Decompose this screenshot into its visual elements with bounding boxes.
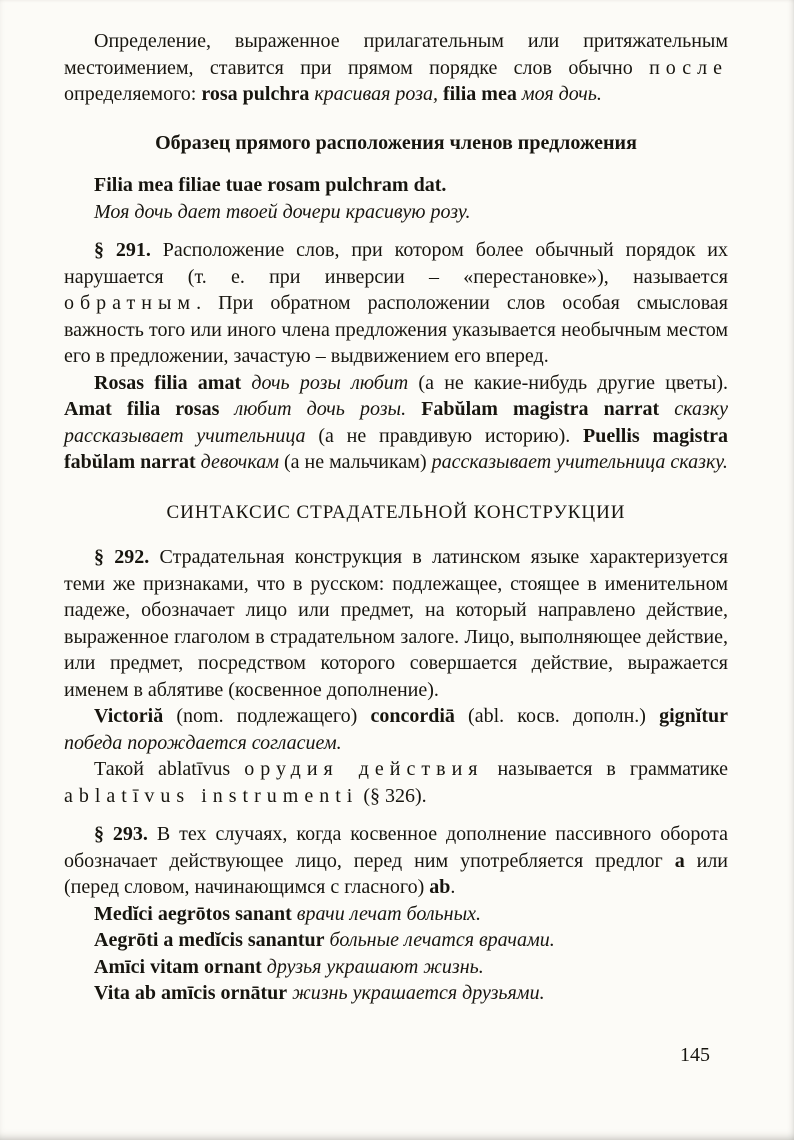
text-segment xyxy=(219,398,234,420)
text-segment xyxy=(406,398,421,420)
text-segment: Victoriă xyxy=(94,705,164,727)
text-segment: рассказывает учительница сказку. xyxy=(431,451,728,473)
paragraph xyxy=(64,703,728,756)
text-segment xyxy=(241,372,251,394)
text-segment: называется в грамматике xyxy=(483,758,728,780)
paragraph xyxy=(64,370,728,476)
text-segment: моя дочь. xyxy=(521,83,602,105)
section-heading: СИНТАКСИС СТРАДАТЕЛЬНОЙ КОНСТРУКЦИИ xyxy=(166,501,626,523)
paragraph xyxy=(64,756,728,809)
text-segment: обратным xyxy=(64,292,197,314)
text-segment: дочь розы любит xyxy=(251,371,409,394)
example-line xyxy=(64,954,728,981)
text-segment: друзья украшают жизнь. xyxy=(266,955,484,978)
text-segment: Fabŭlam magistra narrat xyxy=(421,398,660,420)
example-line xyxy=(64,172,728,199)
text-segment: (§ 326). xyxy=(358,784,427,807)
text-segment: § 291. xyxy=(94,239,151,261)
text-segment: a xyxy=(674,849,685,872)
paragraph xyxy=(64,544,728,703)
text-segment: Такой ablatīvus xyxy=(94,758,245,780)
text-segment: после xyxy=(649,56,728,79)
text-segment: filia mea xyxy=(442,83,517,105)
text-segment: gignĭtur xyxy=(659,705,728,727)
text-segment: Amat filia rosas xyxy=(64,398,220,420)
page-number: 145 xyxy=(680,1044,710,1066)
text-segment: ablatīvus instrumenti xyxy=(64,784,359,807)
paragraph xyxy=(64,821,728,901)
text-segment: В тех случаях, когда косвенное дополнение пассивного оборота обозначает действующее лицо, перед ним употребляется предлог xyxy=(64,823,728,872)
text-segment: rosa pulchra xyxy=(201,83,310,105)
text-segment: (а не мальчикам) xyxy=(278,451,432,473)
text-segment: Расположение слов, при котором более обычный порядок их нарушается (т. е. при инверсии – «перестановке»), называется xyxy=(64,239,729,288)
text-segment: Amīci vitam ornant xyxy=(94,955,262,978)
text-segment: или (перед словом, начинающимся с гласного) xyxy=(64,849,728,898)
example-line xyxy=(64,980,728,1007)
page-content xyxy=(64,28,728,1007)
text-segment: врачи лечат больных. xyxy=(296,902,482,925)
text-segment: (abl. косв. дополн.) xyxy=(454,705,660,727)
text-segment: ab xyxy=(429,876,451,898)
text-segment: Моя дочь дает твоей дочери красивую розу. xyxy=(94,200,471,223)
text-segment: (а не какие-нибудь другие цветы). xyxy=(408,371,728,394)
text-segment: . xyxy=(450,876,456,898)
text-segment: Rosas filia amat xyxy=(94,371,242,394)
paragraph xyxy=(64,28,728,108)
example-line xyxy=(64,901,728,928)
text-segment: . При обратном расположении слов особая смысловая важность того или иного члена предложения указывается необычным местом его в предложении, зачастую – выдвижением его вперед. xyxy=(64,292,728,367)
text-segment: Puellis magistra fabŭlam narrat xyxy=(64,424,728,473)
text-segment: определяемого: xyxy=(64,83,202,105)
text-segment: девочкам xyxy=(200,451,279,473)
text-segment: Filia mea filiae tuae rosam pulchram dat. xyxy=(94,174,447,196)
text-segment: победа порождается согласием. xyxy=(64,731,342,754)
text-segment: (nom. подлежащего) xyxy=(163,705,371,727)
text-segment: § 292. xyxy=(94,546,150,568)
text-segment: больные лечатся врачами. xyxy=(329,929,555,951)
text-segment: (а не правдивую историю). xyxy=(305,424,583,447)
paragraph xyxy=(64,237,728,370)
text-segment: Aegrōti a medĭcis sanantur xyxy=(94,929,325,951)
example-line xyxy=(64,199,728,226)
text-segment: красивая роза, xyxy=(314,83,438,105)
text-segment: Страдательная конструкция в латинском языке характеризуется теми же признаками, что в русском: подлежащее, стоящее в именительном падеже, обозначает лицо или предмет, на который направлено действие, выраженное глаголом в страдательном залоге. Лицо, выполняющее действие, или предмет, посредством которого совершается действие, выражается именем в аблятиве (косвенное дополнение). xyxy=(64,546,728,701)
section-heading: Образец прямого расположения членов предложения xyxy=(155,131,637,154)
text-segment: § 293. xyxy=(94,823,148,845)
text-segment: сказку рассказывает учительница xyxy=(64,398,729,447)
text-segment: любит дочь розы. xyxy=(234,398,407,420)
text-segment xyxy=(659,398,674,420)
example-line xyxy=(64,927,728,954)
text-segment: орудия действия xyxy=(244,758,484,780)
text-segment: Определение, выраженное прилагательным или притяжательным местоимением, ставится при прямом порядке слов обычно xyxy=(64,30,728,79)
text-segment: Medĭci aegrōtos sanant xyxy=(94,902,292,925)
text-segment: Vita ab amīcis ornātur xyxy=(94,982,288,1004)
text-segment: жизнь украшается друзьями. xyxy=(292,982,545,1004)
text-segment: concordiā xyxy=(370,705,455,727)
